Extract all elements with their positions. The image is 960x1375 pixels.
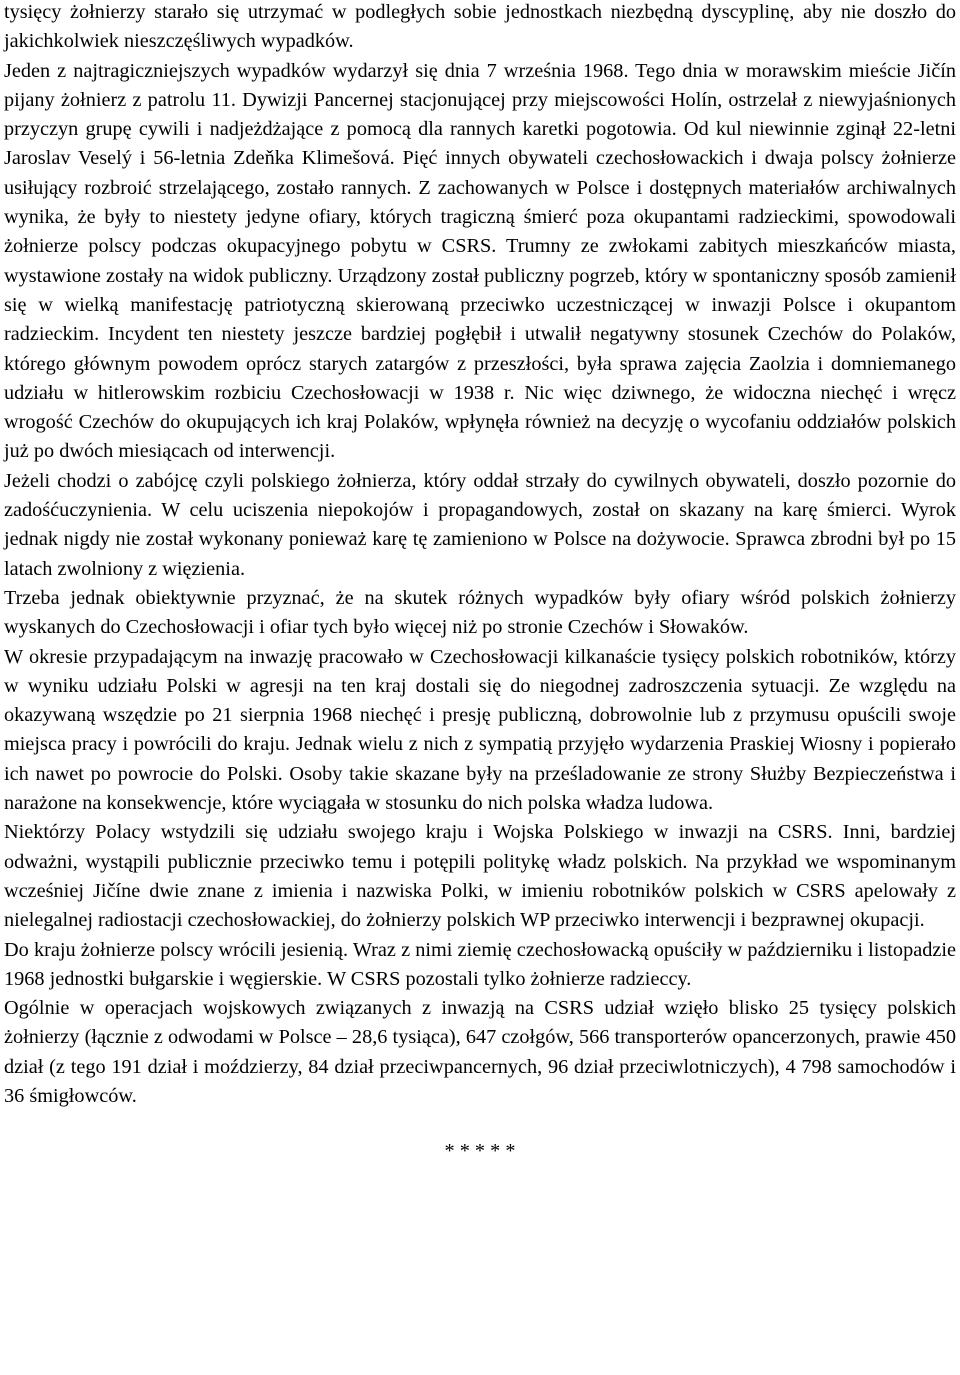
paragraph-polish-protest: Niektórzy Polacy wstydzili się udziału swojego kraju i Wojska Polskiego w inwazji na CSRS. Inni, bardziej odważni, wystąpili publicznie przeciwko temu i potępili politykę władz polskich. Na przykład we wspominanym wcześniej Jičíne dwie znane z imienia i nazwiska Polki, w imieniu robotników polskich w CSRS apelowały z nielegalnej radiostacji czechosłowackiej, do żołnierzy polskich WP przeciwko interwencji i bezprawnej okupacji.	[4, 821, 956, 932]
paragraph-intro: tysięcy żołnierzy starało się utrzymać w podległych sobie jednostkach niezbędną dyscyplinę, aby nie doszło do jakichkolwiek nieszczęśliwych wypadków.	[4, 1, 956, 53]
paragraph-summary: Ogólnie w operacjach wojskowych związanych z inwazją na CSRS udział wzięło blisko 25 tysięcy polskich żołnierzy (łącznie z odwodami w Polsce – 28,6 tysiąca), 647 czołgów, 566 transporterów opancerzonych, prawie 450 dział (z tego 191 dział i moździerzy, 84 dział przeciwpancernych, 96 dział przeciwlotniczych), 4 798 samochodów i 36 śmigłowców.	[4, 997, 956, 1107]
paragraph-jicin-incident: Jeden z najtragiczniejszych wypadków wydarzył się dnia 7 września 1968. Tego dnia w morawskim mieście Jičín pijany żołnierz z patrolu 11. Dywizji Pancernej stacjonującej przy miejscowości Holín, ostrzelał z niewyjaśnionych przyczyn grupę cywili i nadjeżdżające z pomocą dla rannych karetki pogotowia. Od kul niewinnie zginął 22-letni Jaroslav Veselý i 56-letnia Zdeňka Klimešová. Pięć innych obywateli czechosłowackich i dwaja polscy żołnierze usiłujący rozbroić strzelającego, zostało rannych. Z zachowanych w Polsce i dostępnych materiałów archiwalnych wynika, że były to niestety jedyne ofiary, których tragiczną śmierć poza okupantami radzieckimi, spowodowali żołnierze polscy podczas okupacyjnego pobytu w CSRS. Trumny ze zwłokami zabitych mieszkańców miasta, wystawione zostały na widok publiczny. Urządzony został publiczny pogrzeb, który w spontaniczny sposób zamienił się w wielką manifestację patriotyczną skierowaną przeciwko uczestniczącej w inwazji Polsce i okupantom radzieckim. Incydent ten niestety jeszcze bardziej pogłębił i utwalił negatywny stosunek Czechów do Polaków, którego głównym powodem oprócz starych zatargów z przeszłości, była sprawa zajęcia Zaolzia i domniemanego udziału w hitlerowskim rozbiciu Czechosłowacji w 1938 r. Nic więc dziwnego, że widoczna niechęć i wręcz wrogość Czechów do okupujących ich kraj Polaków, wpłynęła również na decyzję o wycofaniu oddziałów polskich już po dwóch miesiącach od interwencji.	[4, 59, 956, 463]
paragraph-return: Do kraju żołnierze polscy wrócili jesienią. Wraz z nimi ziemię czechosłowacką opuściły w październiku i listopadzie 1968 jednostki bułgarskie i węgierskie. W CSRS pozostali tylko żołnierze radzieccy.	[4, 938, 956, 990]
paragraph-perpetrator: Jeżeli chodzi o zabójcę czyli polskiego żołnierza, który oddał strzały do cywilnych obywateli, doszło pozornie do zadośćuczynienia. W celu uciszenia niepokojów i propagandowych, został on skazany na karę śmierci. Wyrok jednak nigdy nie został wykonany ponieważ karę tę zamieniono w Polsce na dożywocie. Sprawca zbrodni był po 15 latach zwolniony z więzienia.	[4, 469, 956, 580]
paragraph-polish-victims: Trzeba jednak obiektywnie przyznać, że na skutek różnych wypadków były ofiary wśród polskich żołnierzy wyskanych do Czechosłowacji i ofiar tych było więcej niż po stronie Czechów i Słowaków.	[4, 586, 956, 639]
section-separator: * * * * *	[444, 1140, 516, 1163]
paragraph-polish-workers: W okresie przypadającym na inwazję pracowało w Czechosłowacji kilkanaście tysięcy polskich robotników, którzy w wyniku udziału Polski w agresji na ten kraj dostali się do niegodnej zadroszczenia sytuacji. Ze względu na okazywaną wszędzie po 21 sierpnia 1968 niechęć i presję publiczną, dobrowolnie lub z przymusu opuścili swoje miejsca pracy i powrócili do kraju. Jednak wielu z nich z sympatią przyjęło wydarzenia Praskiej Wiosny i popierało ich nawet po powrocie do Polski. Osoby takie skazane były na prześladowanie ze strony Służby Bezpieczeństwa i narażone na konsekwencje, które wyciągała w stosunku do nich polska władza ludowa.	[4, 645, 956, 815]
